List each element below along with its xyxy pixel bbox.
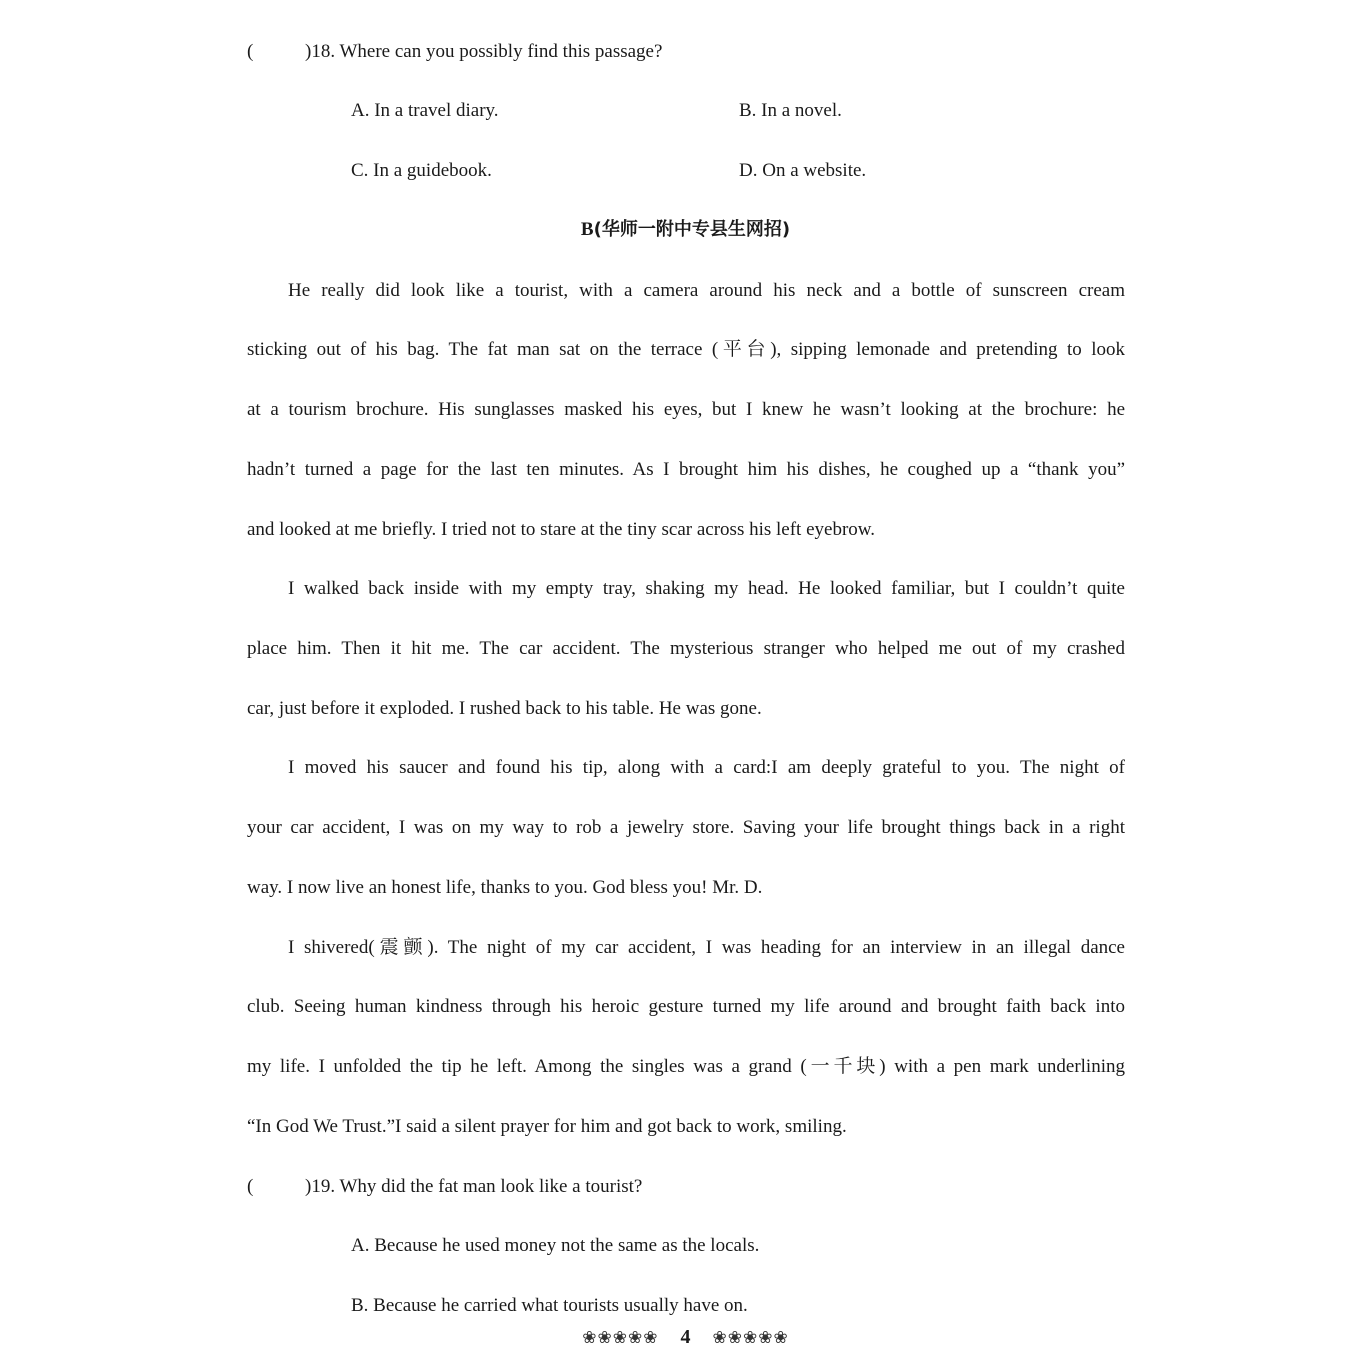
option-b: B. In a novel. — [739, 100, 842, 121]
option-c: C. In a guidebook. — [351, 160, 492, 181]
answer-blank: ( — [247, 41, 254, 62]
section-heading — [0, 217, 1371, 243]
passage-line: I shivered(震颤). The night of my car accident, I was heading for an interview in an illegal dance — [288, 937, 1125, 958]
option-d: D. On a website. — [739, 160, 867, 181]
passage-line: place him. Then it hit me. The car accident. The mysterious stranger who helped me out of my crashed — [247, 638, 1125, 659]
question-19 — [247, 1174, 1125, 1200]
flower-ornament-icon: ❀❀❀❀❀ — [582, 1328, 659, 1348]
passage-line: “In God We Trust.”I said a silent prayer for him and got back to work, smiling. — [247, 1116, 847, 1137]
passage-line: and looked at me briefly. I tried not to stare at the tiny scar across his left eyebrow. — [247, 519, 876, 540]
option-b: B. Because he carried what tourists usually have on. — [351, 1295, 748, 1316]
answer-blank: ( — [247, 1176, 254, 1197]
flower-ornament-icon: ❀❀❀❀❀ — [712, 1328, 789, 1348]
section-letter: B — [580, 219, 594, 240]
option-a: A. Because he used money not the same as the locals. — [351, 1235, 760, 1256]
page-footer — [0, 1324, 1371, 1351]
passage-line: I walked back inside with my empty tray, shaking my head. He looked familiar, but I couldn’t quite — [288, 578, 1125, 599]
option-a: A. In a travel diary. — [351, 100, 499, 121]
page-number: 4 — [680, 1326, 691, 1348]
passage-line: car, just before it exploded. I rushed back to his table. He was gone. — [247, 698, 762, 719]
passage-line: sticking out of his bag. The fat man sat on the terrace (平台), sipping lemonade and pretending to look — [247, 339, 1125, 360]
section-source: (华师一附中专县生网招) — [593, 219, 791, 240]
passage-line: way. I now live an honest life, thanks to you. God bless you! Mr. D. — [247, 877, 763, 898]
question-stem: )18. Where can you possibly find this passage? — [305, 41, 663, 62]
passage-line: my life. I unfolded the tip he left. Among the singles was a grand (一千块) with a pen mark underlining — [247, 1056, 1125, 1077]
question-18 — [247, 39, 1125, 65]
passage-line: your car accident, I was on my way to rob a jewelry store. Saving your life brought things back in a right — [247, 817, 1125, 838]
question-stem: )19. Why did the fat man look like a tourist? — [305, 1176, 643, 1197]
passage-line: club. Seeing human kindness through his heroic gesture turned my life around and brought faith back into — [247, 996, 1125, 1017]
passage-line: at a tourism brochure. His sunglasses masked his eyes, but I knew he wasn’t looking at the brochure: he — [247, 399, 1125, 420]
passage-line: hadn’t turned a page for the last ten minutes. As I brought him his dishes, he coughed up a “thank you” — [247, 459, 1125, 480]
passage-line: I moved his saucer and found his tip, along with a card:I am deeply grateful to you. The night of — [288, 757, 1125, 778]
passage-line: He really did look like a tourist, with a camera around his neck and a bottle of sunscreen cream — [288, 280, 1125, 301]
